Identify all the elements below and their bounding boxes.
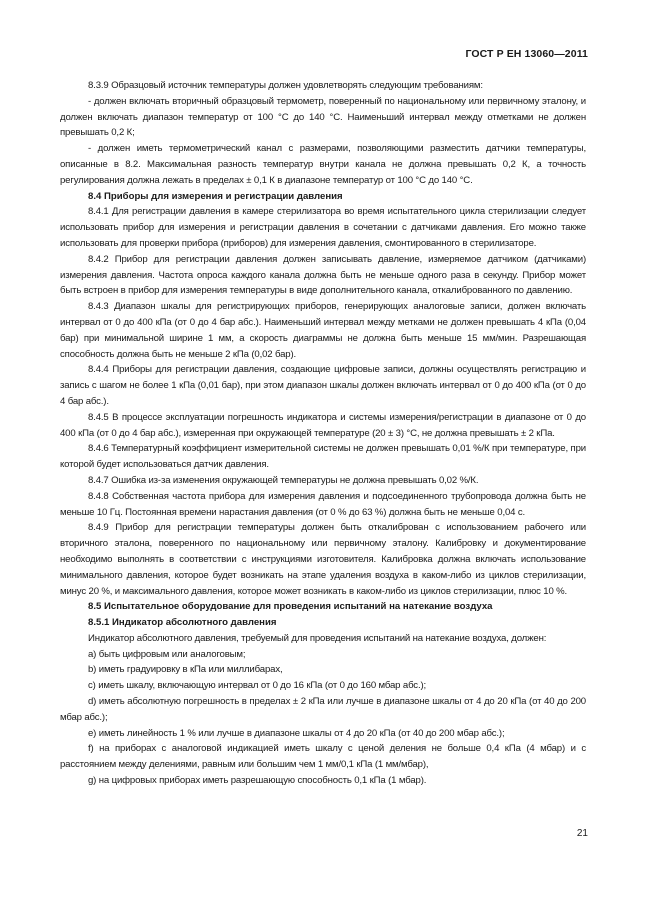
list-item-a: a) быть цифровым или аналоговым; — [88, 648, 246, 660]
paragraph-8-4-3: 8.4.3 Диапазон шкалы для регистрирующих приборов, генерирующих аналоговые записи, должен включать интервал от 0 до 400 кПа (от 0 до 4 бар абс.). Наименьший интервал между метками не должен превышать 4 кПа (0,04 бар) при минимальной ширине 1 мм, а скорость диаграммы не должна быть меньше 15 мм/мин. Разрешающая способность должна быть не меньше 2 кПа (0,02 бар). — [60, 301, 586, 360]
list-item-g: g) на цифровых приборах иметь разрешающую способность 0,1 кПа (1 мбар). — [88, 775, 427, 787]
paragraph-8-4-1: 8.4.1 Для регистрации давления в камере стерилизатора во время испытательного цикла стерилизации следует использовать прибор для измерения и регистрации давления в сочетании с датчиками давления. Его можно также использовать для проверки прибора (приборов) для измерения давления, смонтированного в стерилизаторе. — [60, 206, 586, 249]
paragraph-8-4-4: 8.4.4 Приборы для регистрации давления, создающие цифровые записи, должны осуществлять регистрацию и запись с шагом не более 1 кПа (0,01 бар), при этом диапазон шкалы должен включать интервал от 0 до 400 кПа (от 0 до 4 бар абс.). — [60, 364, 586, 407]
document-code-header: ГОСТ Р ЕН 13060—2011 — [465, 48, 588, 60]
section-heading-8-4: 8.4 Приборы для измерения и регистрации давления — [88, 190, 343, 202]
page-number: 21 — [576, 828, 588, 839]
paragraph-8-4-8: 8.4.8 Собственная частота прибора для измерения давления и подсоединенного трубопровода должна быть не меньше 10 Гц. Постоянная времени нарастания давления (от 0 % до 63 %) должна быть не меньше 0,04 с. — [60, 490, 586, 518]
paragraph-8-3-9-item-2: - должен иметь термометрический канал с размерами, позволяющими разместить датчики температуры, описанные в 8.2. Максимальная разность температур внутри канала не должна превышать 0,2 К, а точность регулирования должна лежать в пределах ± 0,1 К в диапазоне температур от 100 °С до 140 °С. — [60, 143, 586, 186]
paragraph-8-3-9: 8.3.9 Образцовый источник температуры должен удовлетворять следующим требованиям: — [88, 80, 483, 91]
paragraph-8-4-2: 8.4.2 Прибор для регистрации давления должен записывать давление, измеряемое датчиком (датчиками) измерения давления. Частота опроса каждого канала должна быть не меньше одного раза в секунду. Прибор может быть встроен в прибор для измерения температуры в виде дополнительного канала, откалиброванного по давлению. — [60, 253, 586, 297]
paragraph-8-4-7: 8.4.7 Ошибка из-за изменения окружающей температуры не должна превышать 0,02 %/К. — [88, 474, 479, 486]
document-body — [60, 78, 586, 789]
paragraph-8-4-5: 8.4.5 В процессе эксплуатации погрешность индикатора и системы измерения/регистрации в диапазоне от 0 до 400 кПа (от 0 до 4 бар абс.), измеренная при окружающей температуре (20 ± 3) °С, не должна превышать ± 2 кПа. — [60, 411, 586, 439]
list-item-d: d) иметь абсолютную погрешность в пределах ± 2 кПа или лучше в диапазоне шкалы от 4 до 20 кПа (от 40 до 200 мбар абс.); — [60, 696, 586, 723]
paragraph-8-5-1-intro: Индикатор абсолютного давления, требуемый для проведения испытаний на натекание воздуха, должен: — [88, 632, 547, 644]
section-heading-8-5: 8.5 Испытательное оборудование для проведения испытаний на натекание воздуха — [88, 601, 493, 613]
paragraph-8-3-9-item-1: - должен включать вторичный образцовый термометр, поверенный по национальному или первичному эталону, и должен включать диапазон температур от 100 °С до 140 °С. Наименьший интервал между отметками не должен превышать 0,2 К; — [60, 95, 586, 139]
list-item-e: e) иметь линейность 1 % или лучше в диапазоне шкалы от 4 до 20 кПа (от 40 до 200 мбар абс.); — [88, 727, 505, 739]
subsection-heading-8-5-1: 8.5.1 Индикатор абсолютного давления — [88, 617, 277, 629]
paragraph-8-4-6: 8.4.6 Температурный коэффициент измерительной системы не должен превышать 0,01 %/К при температуре, при которой будет использоваться датчик давления. — [60, 443, 586, 471]
list-item-f: f) на приборах с аналоговой индикацией иметь шкалу с ценой деления не больше 0,4 кПа (4 мбар) и с расстоянием между делениями, равным или большим чем 1 мм/0,1 кПа (1 мм/мбар), — [60, 743, 586, 771]
list-item-b: b) иметь градуировку в кПа или миллибарах, — [88, 664, 283, 676]
list-item-c: c) иметь шкалу, включающую интервал от 0 до 16 кПа (от 0 до 160 мбар абс.); — [88, 680, 427, 692]
paragraph-8-4-9: 8.4.9 Прибор для регистрации температуры должен быть откалиброван с использованием рабочего или вторичного эталона, поверенного по национальному или первичному эталону. Калибровку и документирование необходимо выполнять в соответствии с инструкциями изготовителя. Калибровка должна включать использование минимального давления, которое будет возникать на этапе удаления воздуха в каком-либо из циклов стерилизации, минус 20 %, и максимального давления, которое может возникать в каком-либо из циклов стерилизации, плюс 10 %. — [60, 522, 586, 597]
